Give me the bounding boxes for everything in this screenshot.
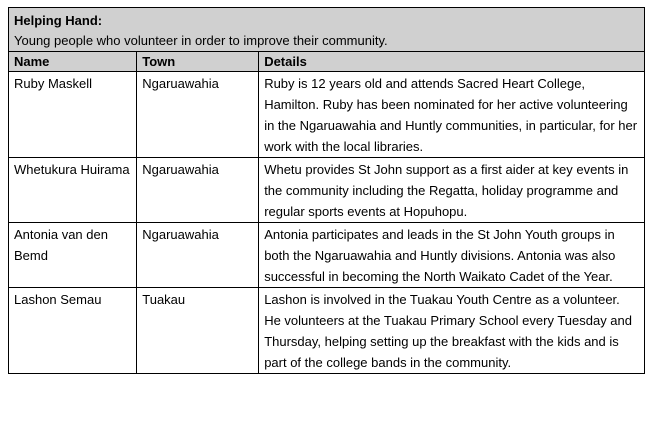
header-name: Name (9, 52, 137, 72)
table-subtitle: Young people who volunteer in order to improve their community. (14, 33, 388, 48)
cell-name: Lashon Semau (9, 288, 137, 374)
cell-name: Whetukura Huirama (9, 158, 137, 223)
helping-hand-table (8, 7, 645, 374)
table-row (9, 72, 645, 158)
cell-details: Lashon is involved in the Tuakau Youth Centre as a volunteer. He volunteers at the Tuakau Primary School every Tuesday and Thursday, helping setting up the breakfast with the kids and is part of the college bands in the community. (259, 288, 645, 374)
cell-town: Ngaruawahia (137, 72, 259, 158)
table-row (9, 158, 645, 223)
cell-name: Ruby Maskell (9, 72, 137, 158)
header-town: Town (137, 52, 259, 72)
cell-details: Antonia participates and leads in the St John Youth groups in both the Ngaruawahia and Huntly divisions. Antonia was also successful in becoming the North Waikato Cadet of the Year. (259, 223, 645, 288)
title-cell (9, 8, 645, 52)
cell-town: Ngaruawahia (137, 158, 259, 223)
table-title: Helping Hand: (14, 13, 103, 28)
header-row (9, 52, 645, 72)
title-row (9, 8, 645, 52)
cell-details: Whetu provides St John support as a first aider at key events in the community including the Regatta, holiday programme and regular sports events at Hopuhopu. (259, 158, 645, 223)
header-details: Details (259, 52, 645, 72)
cell-town: Ngaruawahia (137, 223, 259, 288)
table-row (9, 223, 645, 288)
table-row (9, 288, 645, 374)
cell-details: Ruby is 12 years old and attends Sacred Heart College, Hamilton. Ruby has been nominated for her active volunteering in the Ngaruawahia and Huntly communities, in particular, for her work with the local libraries. (259, 72, 645, 158)
cell-name: Antonia van den Bemd (9, 223, 137, 288)
cell-town: Tuakau (137, 288, 259, 374)
